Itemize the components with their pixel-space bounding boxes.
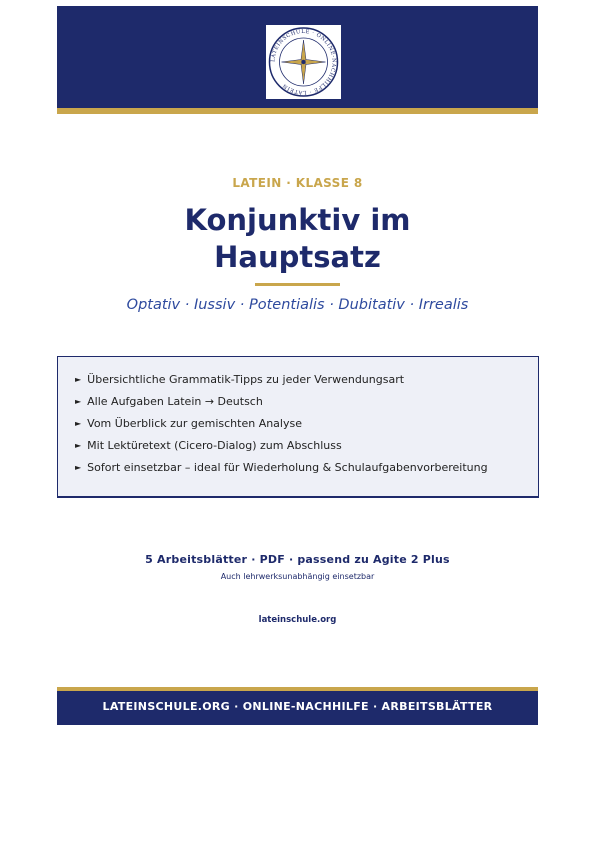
list-item	[75, 417, 488, 439]
list-item	[75, 395, 488, 417]
list-item	[75, 461, 488, 483]
triangle-right-icon: ►	[75, 375, 82, 384]
header-gold-rule	[57, 108, 538, 114]
triangle-right-icon: ►	[75, 397, 82, 406]
feature-text: Vom Überblick zur gemischten Analyse	[87, 417, 302, 430]
title-divider	[255, 283, 340, 286]
title-line-1: Konjunktiv im	[184, 203, 411, 237]
logo-ring-text: LATEINSCHULE · ONLINE-NACHHILFE · LATEIN	[270, 28, 337, 96]
feature-text: Alle Aufgaben Latein → Deutsch	[87, 395, 263, 408]
forms-subtitle: Optativ · Iussiv · Potentialis · Dubitativ · Irrealis	[126, 297, 469, 313]
product-info: 5 Arbeitsblätter · PDF · passend zu Agite 2 Plus	[145, 553, 450, 566]
features-list	[75, 373, 488, 483]
triangle-right-icon: ►	[75, 441, 82, 450]
list-item	[75, 373, 488, 395]
website-link[interactable]: lateinschule.org	[258, 615, 337, 625]
feature-text: Sofort einsetzbar – ideal für Wiederholung & Schulaufgabenvorbereitung	[87, 461, 488, 474]
subject-label: LATEIN · KLASSE 8	[232, 176, 363, 190]
list-item	[75, 439, 488, 461]
feature-text: Mit Lektüretext (Cicero-Dialog) zum Abschluss	[87, 439, 342, 452]
page-title	[0, 202, 595, 276]
features-box	[57, 356, 539, 498]
compass-rose-icon	[266, 25, 341, 99]
title-line-2: Hauptsatz	[214, 240, 381, 274]
logo	[266, 25, 341, 99]
feature-text: Übersichtliche Grammatik-Tipps zu jeder Verwendungsart	[87, 373, 405, 386]
product-info-note: Auch lehrwerksunabhängig einsetzbar	[220, 572, 375, 581]
triangle-right-icon: ►	[75, 463, 82, 472]
triangle-right-icon: ►	[75, 419, 82, 428]
footer-banner: LATEINSCHULE.ORG · ONLINE-NACHHILFE · ARBEITSBLÄTTER	[57, 691, 538, 725]
